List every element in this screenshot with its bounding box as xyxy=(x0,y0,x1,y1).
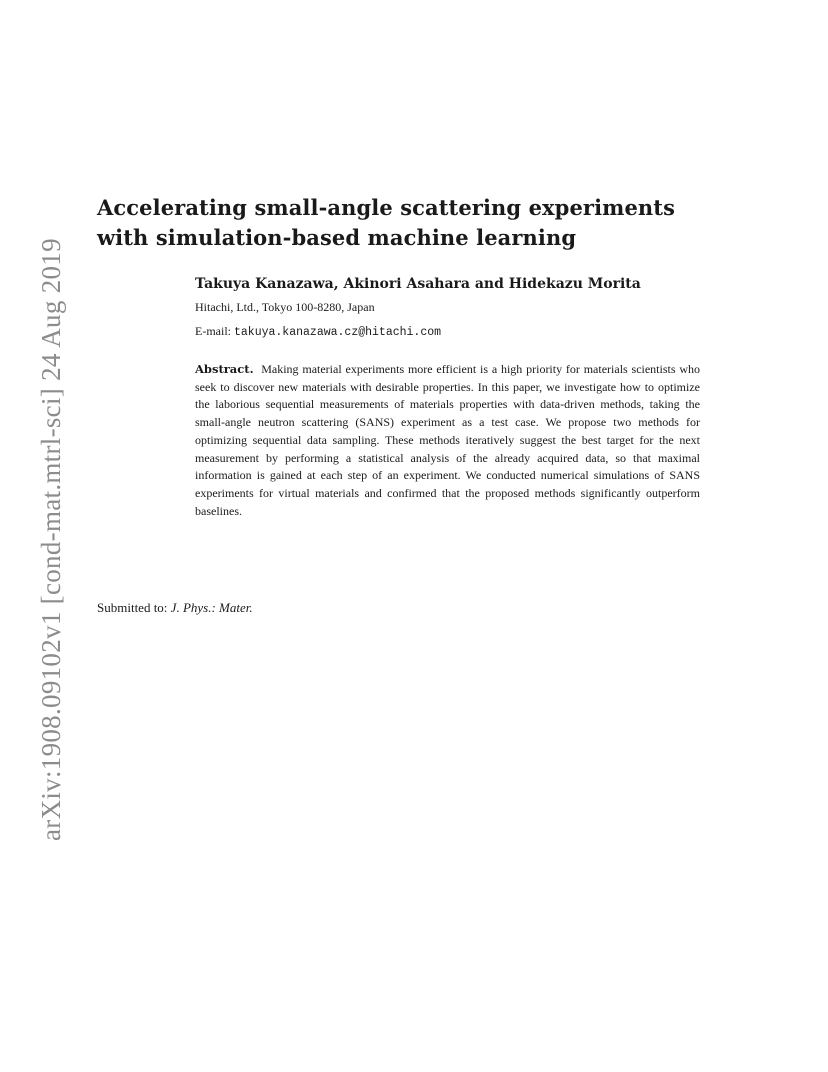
abstract-text: Making material experiments more efficient is a high priority for materials scientists who seek to discover new materials with desirable properties. In this paper, we investigate how to optimize the laborious sequential measurements of materials properties with data-driven methods, taking the small-angle neutron scattering (SANS) experiment as a test case. We propose two methods for optimizing sequential data sampling. These methods iteratively suggest the best target for the next measurement by performing a statistical analysis of the already acquired data, so that maximal information is gained at each step of an experiment. We conducted numerical simulations of SANS experiments for virtual materials and confirmed that the proposed methods significantly outperform baselines. xyxy=(195,362,701,518)
affiliation: Hitachi, Ltd., Tokyo 100-8280, Japan xyxy=(195,300,375,314)
abstract xyxy=(195,361,700,520)
abstract-label: Abstract. xyxy=(195,362,254,376)
paper-title: Accelerating small-angle scattering experiments with simulation-based machine learning xyxy=(97,195,676,250)
arxiv-identifier-stamp: arXiv:1908.09102v1 [cond-mat.mtrl-sci] 24 Aug 2019 xyxy=(36,238,66,841)
journal-name: J. Phys.: Mater. xyxy=(170,600,253,615)
email-line xyxy=(195,323,441,341)
submitted-to-line xyxy=(97,600,253,616)
email-address: takuya.kanazawa.cz@hitachi.com xyxy=(234,326,442,339)
submitted-label: Submitted to: xyxy=(97,600,168,615)
email-label: E-mail: xyxy=(195,324,231,338)
author-list: Takuya Kanazawa, Akinori Asahara and Hidekazu Morita xyxy=(195,276,641,292)
